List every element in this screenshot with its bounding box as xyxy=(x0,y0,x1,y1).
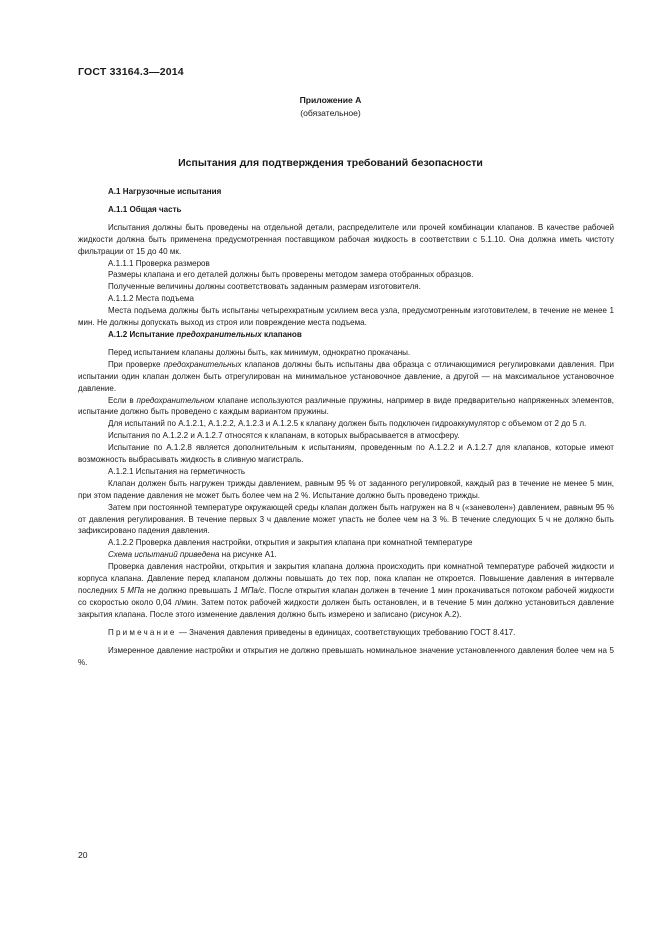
annex-heading xyxy=(0,94,661,120)
heading-a1: А.1 Нагрузочные испытания xyxy=(108,187,222,196)
paragraph: Измеренное давление настройки и открытия не должно превышать номинальное значение установленного давления более чем на 5 %. xyxy=(78,645,614,667)
paragraph: При проверке предохранительных клапанов должны быть испытаны два образца с отличающимися регулировками давления. При испытании один клапан должен быть отрегулирован на минимальное установочное давление, а другой — на максимальное установочное давление. xyxy=(78,359,614,393)
paragraph: Проверка давления настройки, открытия и закрытия клапана должна происходить при комнатной температуре рабочей жидкости и корпуса клапана. Давление перед клапаном должны повышать до тех пор, пока клапан не откроется. Повышение давления в интервале последних 5 МПа не должно превышать 1 МПа/с. После открытия клапан должен в течение 1 мин прокачиваться потоком рабочей жидкости со скоростью около 0,04 л/мин. Затем поток рабочей жидкости должен быть остановлен, и в течение 5 мин должно установиться давление закрытия клапана. После этого изменение давления должно быть измерено и записано (рисунок А.2). xyxy=(78,562,614,619)
paragraph: Для испытаний по А.1.2.1, А.1.2.2, А.1.2.3 и А.1.2.5 к клапану должен быть подключен гидроаккумулятор с объемом от 2 до 5 л. xyxy=(108,419,587,429)
heading-a1-1-1: А.1.1.1 Проверка размеров xyxy=(108,258,210,268)
document-header: ГОСТ 33164.3—2014 xyxy=(78,66,184,78)
annex-title: Приложение А xyxy=(299,95,362,105)
paragraph: Размеры клапана и его деталей должны быть проверены методом замера отобранных образцов. xyxy=(108,270,474,280)
paragraph: Схема испытаний приведена на рисунке А1. xyxy=(108,550,277,560)
paragraph: Полученные величины должны соответствовать заданным размерам изготовителя. xyxy=(108,282,421,292)
paragraph: Затем при постоянной температуре окружающей среды клапан должен быть нагружен на 8 ч («заневолен») давлением, равным 95 % от давления регулирования. В течение первых 3 ч давление может упасть не более чем на 3 %. В течение следующих 5 ч не должно быть зафиксировано падения давления. xyxy=(78,502,614,536)
document-body xyxy=(78,186,614,668)
note: Примечание — Значения давления приведены в единицах, соответствующих требованию ГОСТ 8.417. xyxy=(108,627,516,637)
section-title: Испытания для подтверждения требований безопасности xyxy=(178,157,483,169)
heading-a1-2: А.1.2 Испытание предохранительных клапанов xyxy=(108,329,302,339)
paragraph: Клапан должен быть нагружен трижды давлением, равным 95 % от заданного регулировкой, каждый раз в течение не менее 5 мин, при этом падение давления не может быть более чем на 2 %. Испытание должно быть проведено трижды. xyxy=(78,478,614,500)
heading-a1-2-1: А.1.2.1 Испытания на герметичность xyxy=(108,466,246,476)
paragraph: Испытания по А.1.2.2 и А.1.2.7 относятся к клапанам, в которых выбрасывается в атмосферу. xyxy=(108,431,460,441)
paragraph: Испытания должны быть проведены на отдельной детали, распределителе или прочей комбинации клапанов. В качестве рабочей жидкости должна быть применена предусмотренная поставщиком рабочая жидкость в соответствии с 5.1.10. Она должна иметь чистоту фильтрации от 15 до 40 мк. xyxy=(78,222,614,256)
paragraph: Перед испытанием клапаны должны быть, как минимум, однократно прокачаны. xyxy=(108,347,411,357)
paragraph: Если в предохранительном клапане используются различные пружины, например в виде предварительно напряженных элементов, испытание должно быть проведено с каждым вариантом пружины. xyxy=(78,395,614,417)
paragraph: Места подъема должны быть испытаны четырехкратным усилием веса узла, предусмотренным изготовителем, в течение не менее 1 мин. Не должны допускать выход из строя или повреждение места подъема. xyxy=(78,306,614,328)
heading-a1-1-2: А.1.1.2 Места подъема xyxy=(108,294,195,304)
heading-a1-2-2: А.1.2.2 Проверка давления настройки, открытия и закрытия клапана при комнатной температуре xyxy=(108,538,473,548)
annex-status: (обязательное) xyxy=(300,108,361,118)
paragraph: Испытание по А.1.2.8 является дополнительным к испытаниям, проведенным по А.1.2.2 и А.1.2.7 для клапанов, которые имеют возможность выбрасывать жидкость в сливную магистраль. xyxy=(78,443,614,465)
page-number: 20 xyxy=(78,850,88,860)
heading-a1-1: А.1.1 Общая часть xyxy=(108,204,182,214)
